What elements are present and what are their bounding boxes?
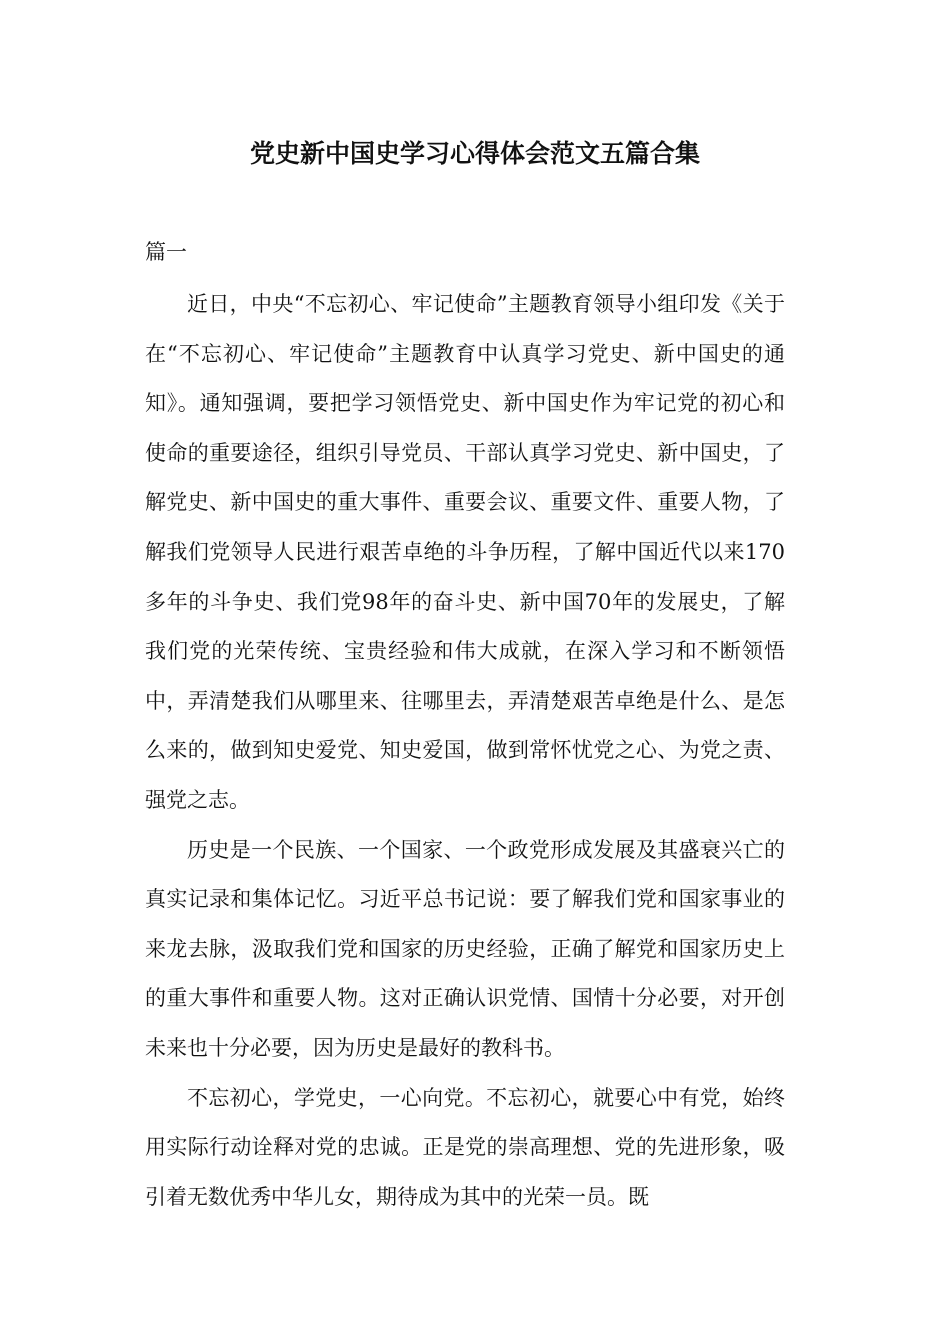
- document-body: [145, 280, 785, 1222]
- section-label: 篇一: [145, 240, 187, 264]
- document-title: 党史新中国史学习心得体会范文五篇合集: [249, 139, 700, 168]
- paragraph: 不忘初心，学党史，一心向党。不忘初心，就要心中有党，始终用实际行动诠释对党的忠诚。正是党的崇高理想、党的先进形象，吸引着无数优秀中华儿女，期待成为其中的光荣一员。既: [145, 1085, 785, 1209]
- paragraph: 近日，中央“不忘初心、牢记使命”主题教育领导小组印发《关于在“不忘初心、牢记使命”主题教育中认真学习党史、新中国史的通知》。通知强调，要把学习领悟党史、新中国史作为牢记党的初心和使命的重要途径，组织引导党员、干部认真学习党史、新中国史，了解党史、新中国史的重大事件、重要会议、重要文件、重要人物，了解我们党领导人民进行艰苦卓绝的斗争历程，了解中国近代以来170多年的斗争史、我们党98年的奋斗史、新中国70年的发展史，了解我们党的光荣传统、宝贵经验和伟大成就，在深入学习和不断领悟中，弄清楚我们从哪里来、往哪里去，弄清楚艰苦卓绝是什么、是怎么来的，做到知史爱党、知史爱国，做到常怀忧党之心、为党之责、强党之志。: [145, 292, 785, 812]
- paragraph: 历史是一个民族、一个国家、一个政党形成发展及其盛衰兴亡的真实记录和集体记忆。习近平总书记说：要了解我们党和国家事业的来龙去脉，汲取我们党和国家的历史经验，正确了解党和国家历史上的重大事件和重要人物。这对正确认识党情、国情十分必要，对开创未来也十分必要，因为历史是最好的教科书。: [145, 837, 785, 1060]
